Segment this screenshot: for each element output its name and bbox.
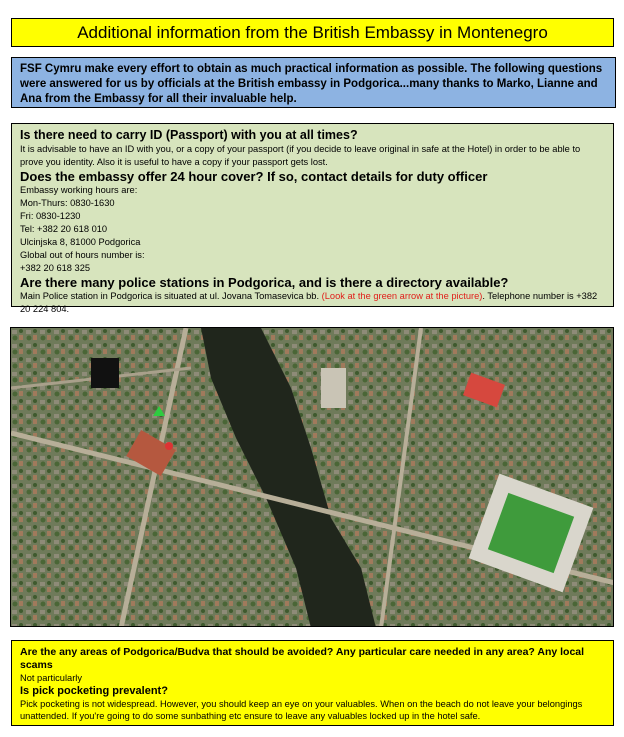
- question-embassy-cover: Does the embassy offer 24 hour cover? If so, contact details for duty officer: [20, 169, 488, 184]
- question-police: Are there many police stations in Podgorica, and is there a directory available?: [20, 275, 509, 290]
- answer-id: It is advisable to have an ID with you, or a copy of your passport (if you decide to leave original in safe at the Hotel) in order to be able to prove you identity. Also it is useful to have a copy if your passport gets lost.: [20, 144, 581, 167]
- marker-icon: [165, 442, 173, 450]
- faq-panel: [11, 123, 614, 314]
- answer-line: Embassy working hours are:: [20, 185, 138, 195]
- answer-line: Global out of hours number is:: [20, 250, 145, 260]
- intro-panel: FSF Cymru make every effort to obtain as much practical information as possible. The following questions were answered for us by officials at the British embassy in Podgorica...many thanks to Marko, Lianne and Ana from the Embassy for all their invaluable help.: [11, 57, 616, 108]
- answer-areas: Not particularly: [20, 673, 83, 683]
- answer-police: [20, 290, 605, 316]
- answer-text: . Telephone number is +382 20 224 804.: [20, 291, 598, 314]
- aerial-map-image: [10, 327, 614, 627]
- green-arrow-note: (Look at the green arrow at the picture): [321, 291, 483, 301]
- pool: [91, 358, 119, 388]
- answer-line: Fri: 0830-1230: [20, 211, 81, 221]
- answer-pickpocketing: Pick pocketing is not widespread. However, you should keep an eye on your valuables. When on the beach do not leave your belongings unattended. If you're going to do some sunbathing etc ensure to leave any valuables locked up in the hotel safe.: [20, 698, 583, 721]
- answer-line: Ulcinjska 8, 81000 Podgorica: [20, 237, 141, 247]
- answer-embassy-cover: [20, 184, 605, 275]
- page-title: Additional information from the British Embassy in Montenegro: [11, 18, 614, 47]
- question-areas: Are the any areas of Podgorica/Budva that should be avoided? Any particular care needed in any area? Any local scams: [20, 646, 585, 671]
- question-id: Is there need to carry ID (Passport) with you at all times?: [20, 128, 358, 142]
- answer-line: +382 20 618 325: [20, 263, 91, 273]
- answer-line: Mon-Thurs: 0830-1630: [20, 198, 115, 208]
- aerial-photo: [11, 328, 614, 627]
- question-pickpocketing: Is pick pocketing prevalent?: [20, 684, 168, 697]
- safety-panel: [11, 640, 614, 726]
- answer-line: Tel: +382 20 618 010: [20, 224, 108, 234]
- answer-text: Main Police station in Podgorica is situated at ul. Jovana Tomasevica bb.: [20, 291, 322, 301]
